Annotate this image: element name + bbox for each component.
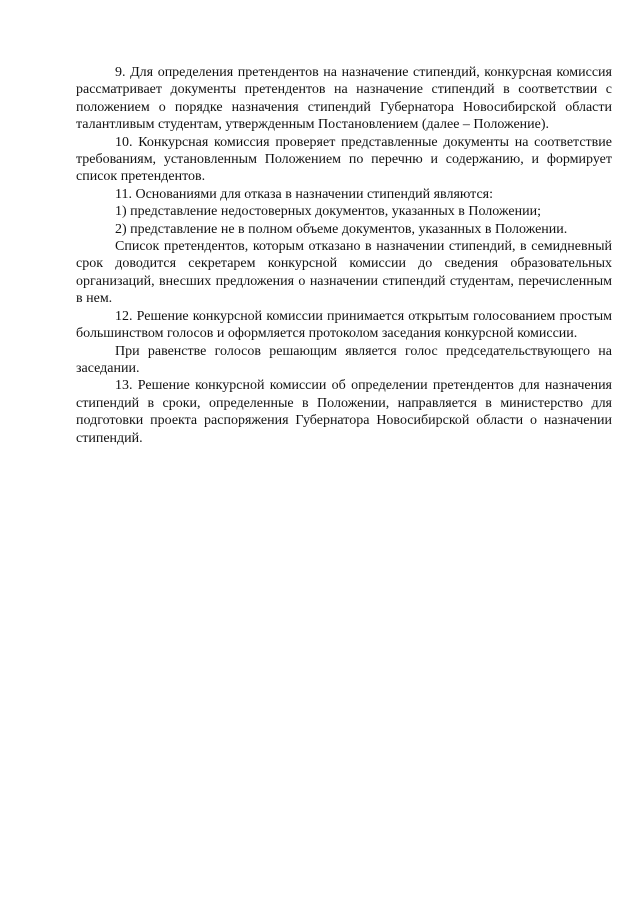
paragraph-tie-vote: При равенстве голосов решающим является голос председательствующего на заседании. xyxy=(76,343,612,376)
paragraph-12: 12. Решение конкурсной комиссии принимается открытым голосованием простым большинством голосов и оформляется протоколом заседания конкурсной комиссии. xyxy=(76,308,612,342)
list-item-1: 1) представление недостоверных документов, указанных в Положении; xyxy=(115,204,541,220)
paragraph-9: 9. Для определения претендентов на назначение стипендий, конкурсная комиссия рассматривает документы претендентов на назначение стипендий в соответствии с положением о порядке назначения стипендий Губернатора Новосибирской области талантливым студентам, утвержденным Постановлением (далее – Положение). xyxy=(76,65,612,133)
list-item-2: 2) представление не в полном объеме документов, указанных в Положении. xyxy=(115,221,568,237)
paragraph-10: 10. Конкурсная комиссия проверяет представленные документы на соответствие требованиям, установленным Положением по перечню и содержанию, и формирует список претендентов. xyxy=(76,134,612,185)
paragraph-refusal-list: Список претендентов, которым отказано в назначении стипендий, в семидневный срок доводится секретарем конкурсной комиссии до сведения образовательных организаций, внесших предложения о назначении стипендий студентам, перечисленным в нем. xyxy=(76,239,612,307)
paragraph-11: 11. Основаниями для отказа в назначении стипендий являются: xyxy=(115,186,493,202)
document-body xyxy=(76,64,612,447)
paragraph-13: 13. Решение конкурсной комиссии об определении претендентов для назначения стипендий в сроки, определенные в Положении, направляется в министерство для подготовки проекта распоряжения Губернатора Новосибирской области о назначении стипендий. xyxy=(76,378,612,446)
